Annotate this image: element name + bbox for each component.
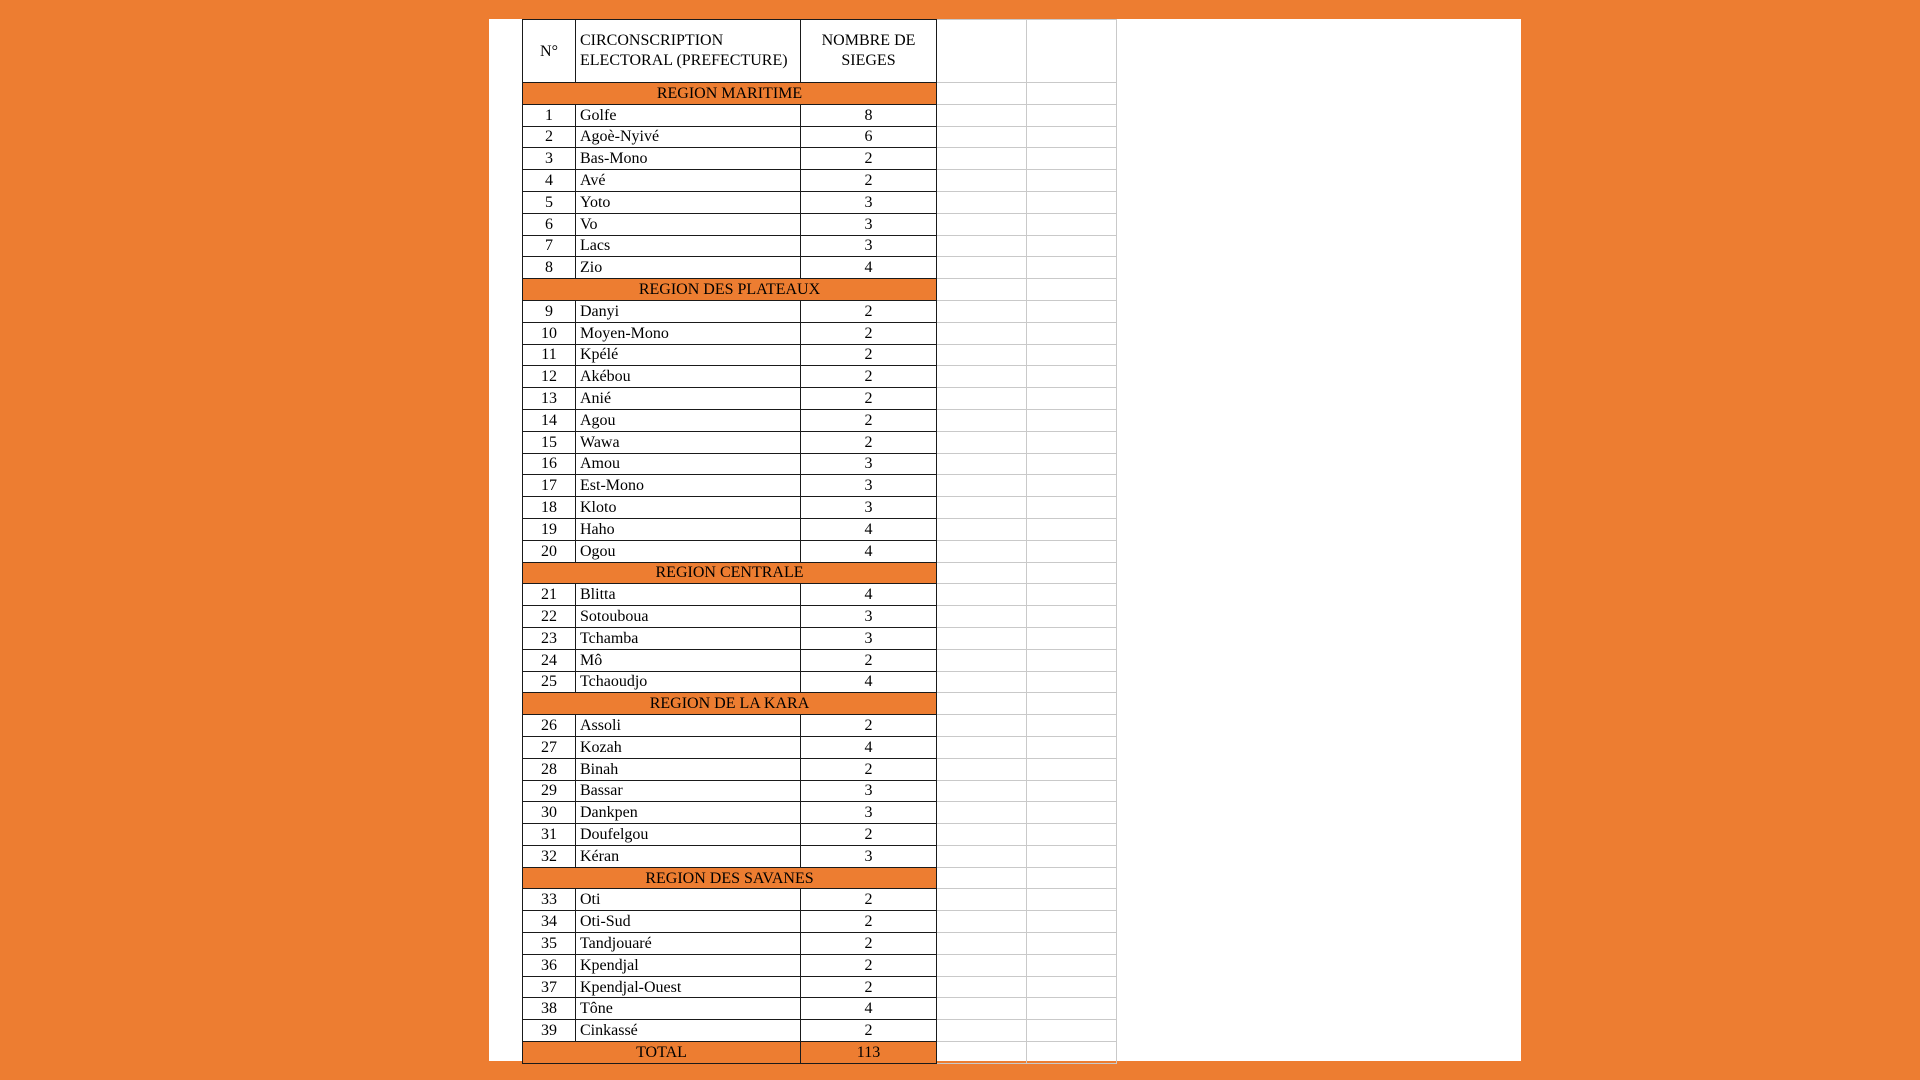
spreadsheet-page — [489, 19, 1521, 1061]
region-header-row — [523, 83, 1117, 105]
header-sieges: NOMBRE DE SIEGES — [801, 20, 937, 83]
empty-cell — [1027, 431, 1117, 453]
empty-cell — [937, 518, 1027, 540]
empty-cell — [937, 998, 1027, 1020]
seat-count: 2 — [801, 933, 937, 955]
prefecture-name: Bas-Mono — [576, 148, 801, 170]
seat-count: 3 — [801, 627, 937, 649]
empty-cell — [1027, 170, 1117, 192]
row-number: 27 — [523, 736, 576, 758]
empty-cell — [937, 453, 1027, 475]
table-row — [523, 388, 1117, 410]
seat-count: 2 — [801, 954, 937, 976]
table-row — [523, 933, 1117, 955]
row-number: 3 — [523, 148, 576, 170]
row-number: 4 — [523, 170, 576, 192]
seat-count: 4 — [801, 518, 937, 540]
row-number: 13 — [523, 388, 576, 410]
row-number: 25 — [523, 671, 576, 693]
empty-cell — [937, 693, 1027, 715]
seat-count: 4 — [801, 998, 937, 1020]
region-header-row — [523, 693, 1117, 715]
table-row — [523, 257, 1117, 279]
empty-cell — [937, 736, 1027, 758]
empty-cell — [937, 104, 1027, 126]
region-name: REGION CENTRALE — [523, 562, 937, 584]
empty-cell — [1027, 954, 1117, 976]
row-number: 11 — [523, 344, 576, 366]
empty-cell — [937, 649, 1027, 671]
table-row — [523, 758, 1117, 780]
empty-cell — [937, 431, 1027, 453]
seat-count: 2 — [801, 911, 937, 933]
seat-count: 2 — [801, 431, 937, 453]
empty-cell — [937, 1020, 1027, 1042]
empty-cell — [937, 627, 1027, 649]
empty-cell — [937, 540, 1027, 562]
empty-cell — [1027, 1042, 1117, 1064]
row-number: 31 — [523, 824, 576, 846]
table-row — [523, 1020, 1117, 1042]
row-number: 6 — [523, 213, 576, 235]
empty-cell — [1027, 911, 1117, 933]
row-number: 24 — [523, 649, 576, 671]
prefecture-name: Danyi — [576, 300, 801, 322]
empty-cell — [1027, 845, 1117, 867]
empty-cell — [937, 824, 1027, 846]
seat-count: 3 — [801, 780, 937, 802]
empty-cell — [937, 867, 1027, 889]
seat-count: 3 — [801, 191, 937, 213]
prefecture-name: Akébou — [576, 366, 801, 388]
prefecture-name: Est-Mono — [576, 475, 801, 497]
empty-cell — [1027, 867, 1117, 889]
seat-count: 3 — [801, 235, 937, 257]
table-row — [523, 344, 1117, 366]
table-row — [523, 475, 1117, 497]
prefecture-name: Tchamba — [576, 627, 801, 649]
region-name: REGION DES SAVANES — [523, 867, 937, 889]
seat-count: 2 — [801, 170, 937, 192]
prefecture-name: Bassar — [576, 780, 801, 802]
seat-count: 2 — [801, 824, 937, 846]
prefecture-name: Kéran — [576, 845, 801, 867]
table-row — [523, 780, 1117, 802]
seat-count: 4 — [801, 671, 937, 693]
empty-cell — [1027, 998, 1117, 1020]
table-row — [523, 191, 1117, 213]
table-row — [523, 671, 1117, 693]
table-row — [523, 584, 1117, 606]
prefecture-name: Kpendjal-Ouest — [576, 976, 801, 998]
table-row — [523, 366, 1117, 388]
seat-count: 2 — [801, 649, 937, 671]
empty-cell — [1027, 257, 1117, 279]
empty-cell — [1027, 802, 1117, 824]
empty-cell — [1027, 889, 1117, 911]
prefecture-name: Kloto — [576, 497, 801, 519]
prefecture-name: Yoto — [576, 191, 801, 213]
table-row — [523, 889, 1117, 911]
empty-cell — [937, 911, 1027, 933]
prefecture-name: Cinkassé — [576, 1020, 801, 1042]
table-row — [523, 409, 1117, 431]
row-number: 10 — [523, 322, 576, 344]
empty-cell — [937, 257, 1027, 279]
seat-count: 4 — [801, 257, 937, 279]
row-number: 28 — [523, 758, 576, 780]
table-row — [523, 104, 1117, 126]
seat-count: 2 — [801, 366, 937, 388]
empty-cell — [937, 322, 1027, 344]
empty-cell — [937, 954, 1027, 976]
empty-cell — [937, 170, 1027, 192]
row-number: 15 — [523, 431, 576, 453]
empty-cell — [1027, 104, 1117, 126]
row-number: 39 — [523, 1020, 576, 1042]
table-row — [523, 715, 1117, 737]
empty-cell — [1027, 649, 1117, 671]
total-label: TOTAL — [523, 1042, 801, 1064]
row-number: 20 — [523, 540, 576, 562]
empty-cell — [1027, 976, 1117, 998]
header-number: N° — [523, 20, 576, 83]
empty-cell — [937, 409, 1027, 431]
empty-cell — [1027, 213, 1117, 235]
prefecture-name: Avé — [576, 170, 801, 192]
empty-cell — [937, 300, 1027, 322]
seat-count: 2 — [801, 148, 937, 170]
empty-cell — [1027, 606, 1117, 628]
seat-count: 3 — [801, 497, 937, 519]
prefecture-name: Wawa — [576, 431, 801, 453]
empty-cell — [937, 802, 1027, 824]
prefecture-name: Tandjouaré — [576, 933, 801, 955]
empty-cell — [937, 845, 1027, 867]
prefecture-name: Blitta — [576, 584, 801, 606]
table-row — [523, 954, 1117, 976]
empty-cell — [1027, 933, 1117, 955]
seat-count: 2 — [801, 300, 937, 322]
seat-allocation-table — [522, 19, 1117, 1064]
seat-count: 2 — [801, 409, 937, 431]
prefecture-name: Lacs — [576, 235, 801, 257]
row-number: 8 — [523, 257, 576, 279]
table-row — [523, 606, 1117, 628]
table-row — [523, 649, 1117, 671]
empty-cell — [1027, 540, 1117, 562]
table-row — [523, 911, 1117, 933]
region-name: REGION DES PLATEAUX — [523, 279, 937, 301]
empty-cell — [1027, 279, 1117, 301]
empty-cell — [1027, 693, 1117, 715]
total-row — [523, 1042, 1117, 1064]
empty-cell — [1027, 715, 1117, 737]
table-row — [523, 540, 1117, 562]
prefecture-name: Kozah — [576, 736, 801, 758]
seat-count: 3 — [801, 475, 937, 497]
header-circonscription: CIRCONSCRIPTION ELECTORAL (PREFECTURE) — [576, 20, 801, 83]
empty-cell — [937, 780, 1027, 802]
empty-cell — [1027, 497, 1117, 519]
empty-cell — [1027, 671, 1117, 693]
empty-cell — [1027, 148, 1117, 170]
prefecture-name: Oti-Sud — [576, 911, 801, 933]
row-number: 16 — [523, 453, 576, 475]
seat-count: 4 — [801, 736, 937, 758]
prefecture-name: Ogou — [576, 540, 801, 562]
empty-cell — [937, 758, 1027, 780]
row-number: 34 — [523, 911, 576, 933]
table-row — [523, 453, 1117, 475]
region-name: REGION MARITIME — [523, 83, 937, 105]
seat-count: 3 — [801, 453, 937, 475]
table-row — [523, 976, 1117, 998]
prefecture-name: Vo — [576, 213, 801, 235]
table-row — [523, 431, 1117, 453]
row-number: 18 — [523, 497, 576, 519]
prefecture-name: Anié — [576, 388, 801, 410]
region-header-row — [523, 279, 1117, 301]
prefecture-name: Binah — [576, 758, 801, 780]
empty-cell — [1027, 758, 1117, 780]
row-number: 17 — [523, 475, 576, 497]
row-number: 12 — [523, 366, 576, 388]
prefecture-name: Agou — [576, 409, 801, 431]
seat-count: 3 — [801, 802, 937, 824]
seat-count: 4 — [801, 540, 937, 562]
table-row — [523, 235, 1117, 257]
table-row — [523, 518, 1117, 540]
prefecture-name: Assoli — [576, 715, 801, 737]
prefecture-name: Haho — [576, 518, 801, 540]
row-number: 22 — [523, 606, 576, 628]
seat-count: 2 — [801, 889, 937, 911]
empty-cell — [937, 475, 1027, 497]
empty-cell — [1027, 409, 1117, 431]
empty-cell — [937, 671, 1027, 693]
empty-cell — [1027, 83, 1117, 105]
empty-cell — [937, 366, 1027, 388]
prefecture-name: Dankpen — [576, 802, 801, 824]
table-row — [523, 300, 1117, 322]
prefecture-name: Golfe — [576, 104, 801, 126]
row-number: 37 — [523, 976, 576, 998]
seat-count: 3 — [801, 606, 937, 628]
empty-cell — [1027, 584, 1117, 606]
row-number: 21 — [523, 584, 576, 606]
empty-cell — [1027, 562, 1117, 584]
seat-count: 2 — [801, 344, 937, 366]
empty-cell — [1027, 388, 1117, 410]
empty-cell — [937, 388, 1027, 410]
row-number: 36 — [523, 954, 576, 976]
table-row — [523, 126, 1117, 148]
empty-cell — [937, 976, 1027, 998]
empty-cell — [1027, 780, 1117, 802]
table-row — [523, 322, 1117, 344]
row-number: 38 — [523, 998, 576, 1020]
seat-count: 3 — [801, 213, 937, 235]
seat-count: 2 — [801, 758, 937, 780]
table-row — [523, 213, 1117, 235]
row-number: 5 — [523, 191, 576, 213]
table-header-row — [523, 20, 1117, 83]
row-number: 35 — [523, 933, 576, 955]
total-value: 113 — [801, 1042, 937, 1064]
seat-count: 4 — [801, 584, 937, 606]
row-number: 19 — [523, 518, 576, 540]
seat-count: 2 — [801, 1020, 937, 1042]
prefecture-name: Sotouboua — [576, 606, 801, 628]
empty-cell — [1027, 322, 1117, 344]
empty-cell — [1027, 1020, 1117, 1042]
row-number: 30 — [523, 802, 576, 824]
row-number: 33 — [523, 889, 576, 911]
empty-cell — [937, 344, 1027, 366]
empty-cell — [937, 1042, 1027, 1064]
empty-cell — [1027, 453, 1117, 475]
row-number: 26 — [523, 715, 576, 737]
empty-cell — [1027, 235, 1117, 257]
prefecture-name: Mô — [576, 649, 801, 671]
prefecture-name: Doufelgou — [576, 824, 801, 846]
table-row — [523, 170, 1117, 192]
row-number: 2 — [523, 126, 576, 148]
seat-count: 2 — [801, 322, 937, 344]
prefecture-name: Agoè-Nyivé — [576, 126, 801, 148]
table-row — [523, 824, 1117, 846]
row-number: 29 — [523, 780, 576, 802]
empty-cell — [1027, 824, 1117, 846]
empty-cell — [937, 889, 1027, 911]
empty-cell — [1027, 126, 1117, 148]
empty-cell — [937, 606, 1027, 628]
empty-cell — [1027, 518, 1117, 540]
table-row — [523, 845, 1117, 867]
empty-cell — [937, 584, 1027, 606]
empty-cell — [1027, 627, 1117, 649]
table-row — [523, 148, 1117, 170]
empty-cell — [937, 497, 1027, 519]
table-row — [523, 802, 1117, 824]
empty-cell — [937, 213, 1027, 235]
region-header-row — [523, 562, 1117, 584]
empty-cell — [937, 83, 1027, 105]
table-row — [523, 736, 1117, 758]
prefecture-name: Zio — [576, 257, 801, 279]
empty-cell — [1027, 736, 1117, 758]
prefecture-name: Kpendjal — [576, 954, 801, 976]
empty-cell — [1027, 20, 1117, 83]
table-row — [523, 627, 1117, 649]
empty-cell — [937, 126, 1027, 148]
empty-cell — [937, 20, 1027, 83]
seat-count: 2 — [801, 976, 937, 998]
empty-cell — [937, 191, 1027, 213]
empty-cell — [1027, 191, 1117, 213]
table-row — [523, 497, 1117, 519]
empty-cell — [1027, 475, 1117, 497]
row-number: 32 — [523, 845, 576, 867]
table-row — [523, 998, 1117, 1020]
seat-count: 3 — [801, 845, 937, 867]
prefecture-name: Kpélé — [576, 344, 801, 366]
region-header-row — [523, 867, 1117, 889]
seat-count: 8 — [801, 104, 937, 126]
empty-cell — [937, 235, 1027, 257]
prefecture-name: Oti — [576, 889, 801, 911]
empty-cell — [1027, 366, 1117, 388]
empty-cell — [937, 715, 1027, 737]
empty-cell — [937, 562, 1027, 584]
seat-count: 6 — [801, 126, 937, 148]
region-name: REGION DE LA KARA — [523, 693, 937, 715]
empty-cell — [1027, 344, 1117, 366]
seat-count: 2 — [801, 388, 937, 410]
prefecture-name: Amou — [576, 453, 801, 475]
prefecture-name: Tchaoudjo — [576, 671, 801, 693]
prefecture-name: Moyen-Mono — [576, 322, 801, 344]
prefecture-name: Tône — [576, 998, 801, 1020]
empty-cell — [1027, 300, 1117, 322]
empty-cell — [937, 148, 1027, 170]
row-number: 1 — [523, 104, 576, 126]
empty-cell — [937, 933, 1027, 955]
row-number: 7 — [523, 235, 576, 257]
seat-count: 2 — [801, 715, 937, 737]
row-number: 9 — [523, 300, 576, 322]
empty-cell — [937, 279, 1027, 301]
row-number: 14 — [523, 409, 576, 431]
row-number: 23 — [523, 627, 576, 649]
